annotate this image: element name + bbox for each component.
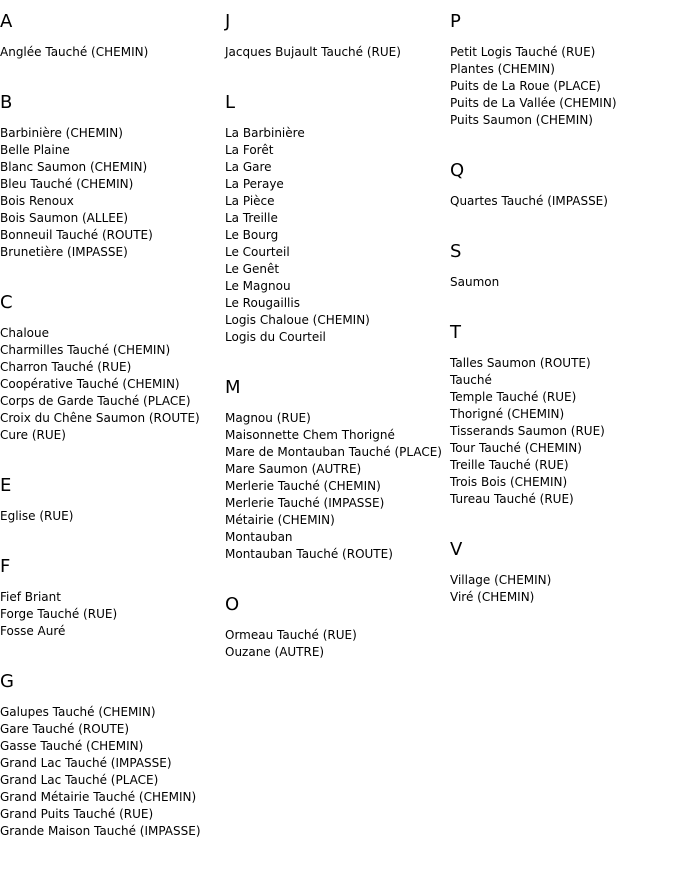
street-link[interactable]: Galupes Tauché (CHEMIN) (0, 705, 156, 719)
street-link[interactable]: Mare de Montauban Tauché (PLACE) (225, 445, 442, 459)
street-link[interactable]: Bleu Tauché (CHEMIN) (0, 177, 134, 191)
street-link[interactable]: Grand Lac Tauché (IMPASSE) (0, 756, 172, 770)
street-link[interactable]: Village (CHEMIN) (450, 573, 552, 587)
letter-group-e (0, 476, 225, 525)
street-link[interactable]: Puits de La Vallée (CHEMIN) (450, 96, 617, 110)
street-link[interactable]: Viré (CHEMIN) (450, 590, 535, 604)
street-link[interactable]: Cure (RUE) (0, 428, 66, 442)
letter-group-a (0, 12, 225, 61)
street-index-column-2 (225, 0, 450, 693)
street-index-column-3 (450, 0, 675, 638)
street-link[interactable]: Bonneuil Tauché (ROUTE) (0, 228, 153, 242)
street-link[interactable]: Quartes Tauché (IMPASSE) (450, 194, 608, 208)
street-link[interactable]: Charmilles Tauché (CHEMIN) (0, 343, 171, 357)
street-list (450, 355, 675, 508)
street-link[interactable]: Tauché (450, 373, 492, 387)
street-link[interactable]: La Forêt (225, 143, 274, 157)
street-link[interactable]: Grande Maison Tauché (IMPASSE) (0, 824, 201, 838)
street-list (450, 274, 675, 291)
street-list (0, 325, 225, 444)
letter-group-o (225, 595, 450, 661)
street-link[interactable]: Montauban (225, 530, 293, 544)
street-link[interactable]: Bois Renoux (0, 194, 74, 208)
street-link[interactable]: Corps de Garde Tauché (PLACE) (0, 394, 191, 408)
letter-group-j (225, 12, 450, 61)
street-list (0, 125, 225, 261)
letter-heading: O (225, 594, 240, 615)
letter-group-b (0, 93, 225, 261)
letter-group-v (450, 540, 675, 606)
letter-group-t (450, 323, 675, 508)
street-link[interactable]: Treille Tauché (RUE) (450, 458, 569, 472)
letter-heading: C (0, 292, 13, 313)
street-list (225, 410, 450, 563)
street-link[interactable]: Magnou (RUE) (225, 411, 311, 425)
street-link[interactable]: La Pièce (225, 194, 275, 208)
letter-heading: G (0, 671, 14, 692)
letter-heading: P (450, 11, 461, 32)
letter-heading: L (225, 92, 236, 113)
street-link[interactable]: Anglée Tauché (CHEMIN) (0, 45, 149, 59)
street-link[interactable]: Montauban Tauché (ROUTE) (225, 547, 393, 561)
letter-group-p (450, 12, 675, 129)
street-link[interactable]: Jacques Bujault Tauché (RUE) (225, 45, 401, 59)
street-link[interactable]: Le Rougaillis (225, 296, 300, 310)
street-link[interactable]: Forge Tauché (RUE) (0, 607, 118, 621)
street-link[interactable]: Blanc Saumon (CHEMIN) (0, 160, 148, 174)
street-link[interactable]: La Barbinière (225, 126, 305, 140)
street-link[interactable]: Fief Briant (0, 590, 61, 604)
street-link[interactable]: Puits de La Roue (PLACE) (450, 79, 601, 93)
street-link[interactable]: Thorigné (CHEMIN) (450, 407, 565, 421)
street-link[interactable]: Ouzane (AUTRE) (225, 645, 325, 659)
letter-heading: S (450, 241, 462, 262)
street-link[interactable]: Belle Plaine (0, 143, 70, 157)
street-link[interactable]: Chaloue (0, 326, 50, 340)
street-list (225, 125, 450, 346)
street-link[interactable]: Barbinière (CHEMIN) (0, 126, 123, 140)
street-link[interactable]: Charron Tauché (RUE) (0, 360, 132, 374)
letter-group-c (0, 293, 225, 444)
street-index-column-1 (0, 0, 225, 872)
street-link[interactable]: Le Magnou (225, 279, 291, 293)
letter-heading: J (225, 11, 231, 32)
street-list (450, 44, 675, 129)
street-list (225, 627, 450, 661)
street-link[interactable]: Saumon (450, 275, 500, 289)
street-list (450, 193, 675, 210)
street-link[interactable]: Grand Lac Tauché (PLACE) (0, 773, 159, 787)
letter-heading: Q (450, 160, 465, 181)
street-link[interactable]: Merlerie Tauché (CHEMIN) (225, 479, 381, 493)
street-link[interactable]: Brunetière (IMPASSE) (0, 245, 128, 259)
letter-group-f (0, 557, 225, 640)
street-link[interactable]: La Gare (225, 160, 272, 174)
street-link[interactable]: Logis du Courteil (225, 330, 326, 344)
street-link[interactable]: Talles Saumon (ROUTE) (450, 356, 591, 370)
street-list (450, 572, 675, 606)
street-link[interactable]: Trois Bois (CHEMIN) (450, 475, 568, 489)
street-link[interactable]: Coopérative Tauché (CHEMIN) (0, 377, 180, 391)
street-link[interactable]: Grand Métairie Tauché (CHEMIN) (0, 790, 197, 804)
street-link[interactable]: La Treille (225, 211, 278, 225)
street-list (0, 589, 225, 640)
letter-heading: B (0, 92, 13, 113)
letter-heading: T (450, 322, 461, 343)
letter-group-g (0, 672, 225, 840)
letter-group-s (450, 242, 675, 291)
street-link[interactable]: Mare Saumon (AUTRE) (225, 462, 362, 476)
letter-group-m (225, 378, 450, 563)
street-link[interactable]: Tureau Tauché (RUE) (450, 492, 574, 506)
street-link[interactable]: Temple Tauché (RUE) (450, 390, 577, 404)
street-list (225, 44, 450, 61)
letter-heading: M (225, 377, 241, 398)
street-link[interactable]: Plantes (CHEMIN) (450, 62, 555, 76)
letter-heading: V (450, 539, 463, 560)
street-list (0, 704, 225, 840)
street-link[interactable]: Croix du Chêne Saumon (ROUTE) (0, 411, 200, 425)
street-link[interactable]: Tour Tauché (CHEMIN) (450, 441, 582, 455)
street-link[interactable]: Fosse Auré (0, 624, 66, 638)
letter-heading: E (0, 475, 12, 496)
street-link[interactable]: Métairie (CHEMIN) (225, 513, 335, 527)
letter-group-q (450, 161, 675, 210)
street-link[interactable]: Gasse Tauché (CHEMIN) (0, 739, 144, 753)
street-list (0, 44, 225, 61)
street-link[interactable]: Merlerie Tauché (IMPASSE) (225, 496, 385, 510)
street-link[interactable]: Le Genêt (225, 262, 280, 276)
street-link[interactable]: Logis Chaloue (CHEMIN) (225, 313, 370, 327)
street-link[interactable]: Le Courteil (225, 245, 290, 259)
street-link[interactable]: Tisserands Saumon (RUE) (450, 424, 605, 438)
letter-heading: A (0, 11, 13, 32)
letter-group-l (225, 93, 450, 346)
street-link[interactable]: Eglise (RUE) (0, 509, 74, 523)
street-link[interactable]: Ormeau Tauché (RUE) (225, 628, 357, 642)
street-link[interactable]: Grand Puits Tauché (RUE) (0, 807, 154, 821)
street-list (0, 508, 225, 525)
street-link[interactable]: Puits Saumon (CHEMIN) (450, 113, 593, 127)
street-link[interactable]: Le Bourg (225, 228, 279, 242)
street-link[interactable]: Maisonnette Chem Thorigné (225, 428, 395, 442)
street-link[interactable]: La Peraye (225, 177, 284, 191)
street-link[interactable]: Bois Saumon (ALLEE) (0, 211, 129, 225)
street-link[interactable]: Gare Tauché (ROUTE) (0, 722, 130, 736)
letter-heading: F (0, 556, 11, 577)
street-link[interactable]: Petit Logis Tauché (RUE) (450, 45, 596, 59)
